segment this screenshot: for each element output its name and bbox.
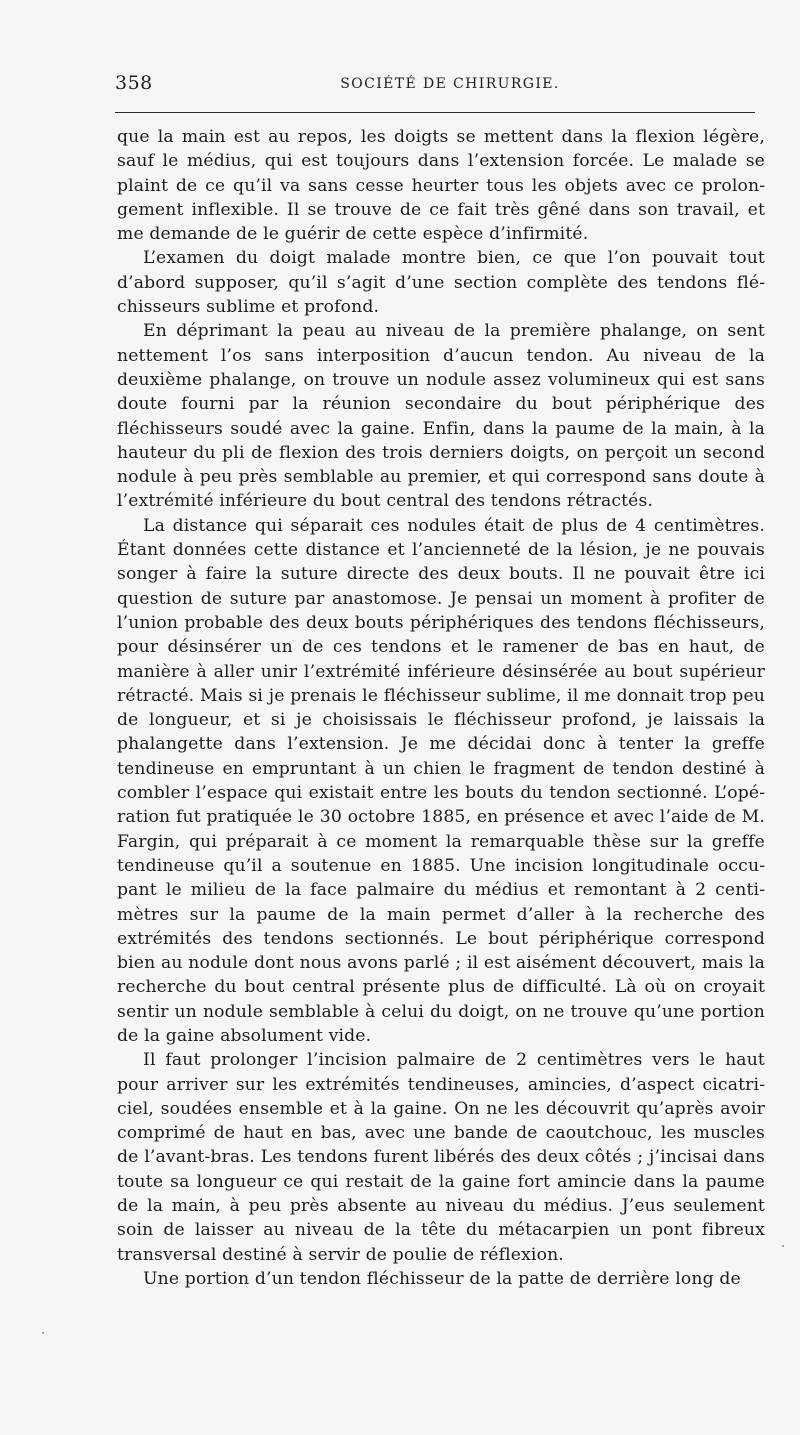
print-speck (42, 1332, 44, 1334)
paragraph: En déprimant la peau au niveau de la première phalange, on sent nettement l’os sans interposition d’aucun tendon. Au niveau de la deuxième phalange, on trouve un nodule assez volumineux qui est sans doute fourni par la réunion secondaire du bout périphérique des fléchisseurs soudé avec la gaine. Enfin, dans la paume de la main, à la hauteur du pli de flexion des trois derniers doigts, on perçoit un second nodule à peu près semblable au premier, et qui correspond sans doute à l’extrémité inférieure du bout central des tendons rétractés. (117, 321, 765, 512)
running-title: SOCIÉTÉ DE CHIRURGIE. (340, 76, 560, 92)
paragraph: Il faut prolonger l’incision palmaire de 2 centimètres vers le haut pour arriver sur les extrémités tendineuses, amincies, d’aspect cicatriciel, soudées ensemble et à la gaine. On ne les découvrit qu’après avoir comprimé de haut en bas, avec une bande de caoutchouc, les muscles de l’avant-bras. Les tendons furent libérés des deux côtés ; j’incisai dans toute sa longueur ce qui restait de la gaine fort amincie dans la paume de la main, à peu près absente au niveau du médius. J’eus seulement soin de laisser au niveau de la tête du métacarpien un pont fibreux transversal destiné à servir de poulie de réflexion. (117, 1050, 765, 1265)
header-rule (115, 112, 755, 113)
page-number: 358 (115, 72, 153, 94)
paragraph: La distance qui séparait ces nodules était de plus de 4 centimètres. Étant données cette distance et l’ancienneté de la lésion, je ne pouvais songer à faire la suture directe des deux bouts. Il ne pouvait être ici question de suture par anastomose. Je pensai un moment à profiter de l’union probable des deux bouts périphériques des tendons fléchisseurs, pour désinsérer un de ces tendons et le ramener de bas en haut, de manière à aller unir l’extrémité inférieure désinsérée au bout supérieur rétracté. Mais si je prenais le fléchisseur sublime, il me donnait trop peu de longueur, et si je choisissais le fléchisseur profond, je laissais la phalangette dans l’extension. Je me décidai donc à tenter la greffe tendineuse en empruntant à un chien le fragment de tendon destiné à combler l’espace qui existait entre les bouts du tendon sectionné. L’opération fut pratiquée le 30 octobre 1885, en présence et avec l’aide de M. Fargin, qui préparait à ce moment la remarquable thèse sur la greffe tendineuse qu’il a soutenue en 1885. Une incision longitudinale occupant le milieu de la face palmaire du médius et remontant à 2 centimètres sur la paume de la main permet d’aller à la recherche des extrémités des tendons sectionnés. Le bout périphérique correspond bien au nodule dont nous avons parlé ; il est aisément découvert, mais la recherche du bout central présente plus de difficulté. Là où on croyait sentir un nodule semblable à celui du doigt, on ne trouve qu’une portion de la gaine absolument vide. (117, 515, 765, 1046)
body-text (117, 125, 765, 1291)
page-header (115, 72, 765, 102)
paragraph: Une portion d’un tendon fléchisseur de la patte de derrière long de (143, 1268, 741, 1289)
paragraph: L’examen du doigt malade montre bien, ce que l’on pouvait tout d’abord supposer, qu’il s’agit d’une section complète des tendons fléchisseurs sublime et profond. (117, 248, 765, 318)
print-speck (782, 1245, 784, 1247)
paragraph: que la main est au repos, les doigts se mettent dans la flexion légère, sauf le médius, qui est toujours dans l’extension forcée. Le malade se plaint de ce qu’il va sans cesse heurter tous les objets avec ce prolongement inflexible. Il se trouve de ce fait très gêné dans son travail, et me demande de le guérir de cette espèce d’infirmité. (117, 127, 765, 245)
